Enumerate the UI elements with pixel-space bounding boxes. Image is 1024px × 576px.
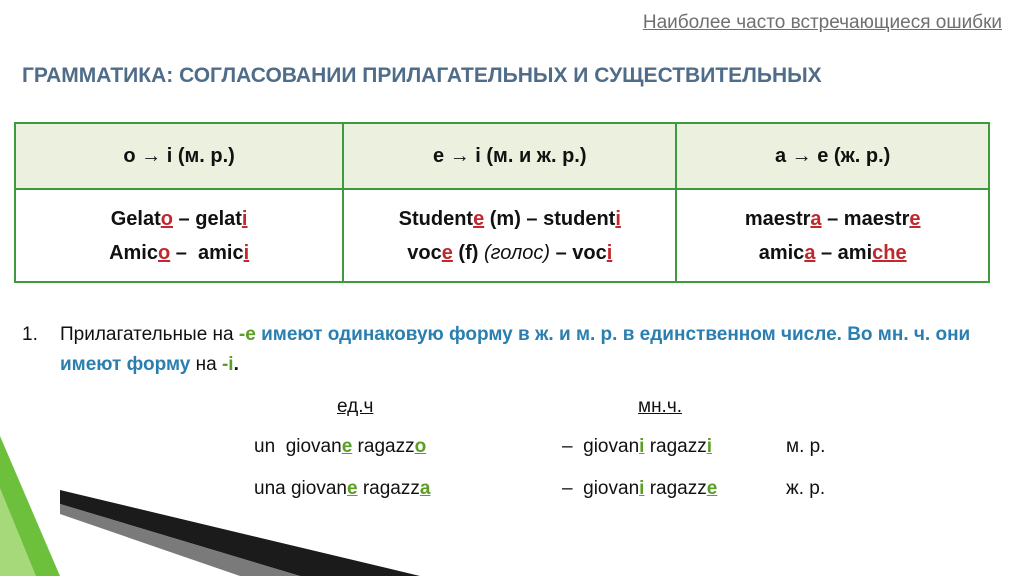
header-o-to-i: o → i (м. р.) bbox=[15, 123, 343, 189]
gender-feminine: ж. р. bbox=[786, 478, 826, 499]
agreement-table bbox=[14, 122, 990, 283]
example-amico: Amico – amici bbox=[109, 241, 250, 264]
example-row-1-singular: un giovane ragazzo bbox=[254, 436, 427, 457]
table-row bbox=[15, 189, 989, 282]
cell-feminine-examples bbox=[676, 189, 989, 282]
example-row-1-plural: – giovani ragazzi bbox=[562, 436, 713, 457]
table-header-row bbox=[15, 123, 989, 189]
rule-item-1 bbox=[22, 320, 1002, 380]
example-gelato: Gelato – gelati bbox=[110, 207, 248, 230]
example-amica: amica – amiche bbox=[758, 241, 907, 264]
example-voce: voce (f) (голос) – voci bbox=[407, 241, 613, 264]
cell-masculine-examples bbox=[15, 189, 343, 282]
plural-header: мн.ч. bbox=[638, 396, 683, 417]
header-note: Наиболее часто встречающиеся ошибки bbox=[642, 12, 1002, 33]
example-maestra: maestra – maestre bbox=[744, 207, 921, 230]
gender-masculine: м. р. bbox=[786, 436, 826, 457]
header-e-to-i: e → i (м. и ж. р.) bbox=[343, 123, 676, 189]
cell-both-genders-examples bbox=[343, 189, 676, 282]
rule-number: 1. bbox=[22, 324, 38, 345]
singular-header: ед.ч bbox=[337, 396, 374, 417]
slide-swoosh-decoration bbox=[0, 470, 420, 576]
rule-text: Прилагательные на -e имеют одинаковую форму в ж. и м. р. в единственном числе. Во мн. ч. они имеют форму на -i. bbox=[60, 324, 971, 375]
header-a-to-e: a → e (ж. р.) bbox=[676, 123, 989, 189]
example-row-2-plural: – giovani ragazze bbox=[562, 478, 718, 499]
page-title: ГРАММАТИКА: СОГЛАСОВАНИИ ПРИЛАГАТЕЛЬНЫХ И СУЩЕСТВИТЕЛЬНЫХ bbox=[22, 64, 822, 87]
example-row-2-singular: una giovane ragazza bbox=[254, 478, 431, 499]
example-studente: Studente (m) – studenti bbox=[398, 207, 621, 230]
